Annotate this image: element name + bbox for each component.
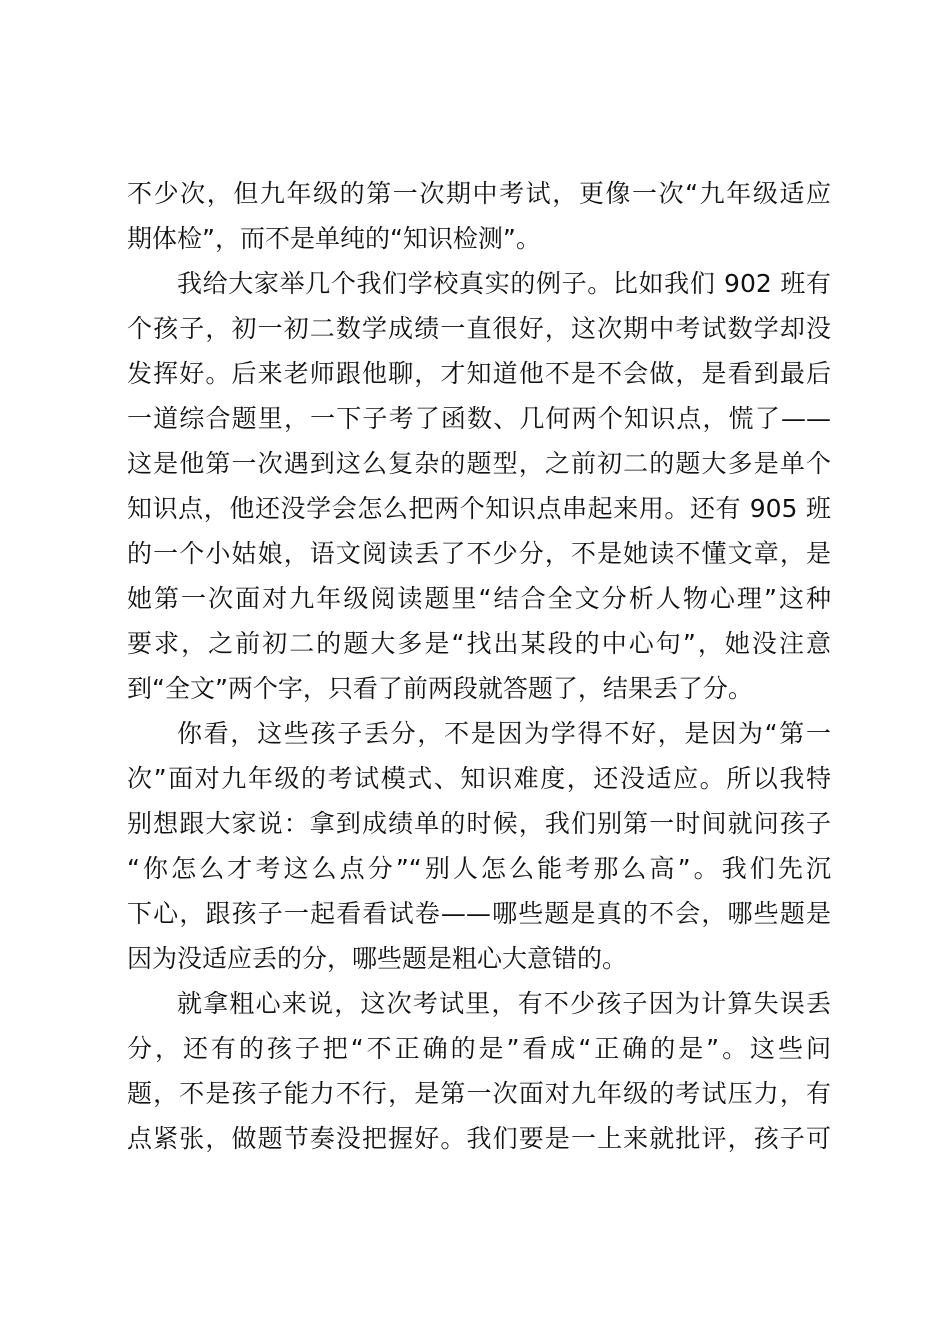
text-line: 知识点，他还没学会怎么把两个知识点串起来用。还有 905 班 [127, 494, 831, 523]
text-line: 个孩子，初一初二数学成绩一直很好，这次期中考试数学却没 [127, 314, 831, 343]
text-line: 一道综合题里，一下子考了函数、几何两个知识点，慌了—— [127, 404, 831, 433]
text-line: 不少次，但九年级的第一次期中考试，更像一次“九年级适应 [127, 179, 831, 208]
text-line: 因为没适应丢的分，哪些题是粗心大意错的。 [127, 944, 628, 973]
text-line: 要求，之前初二的题大多是“找出某段的中心句”，她没注意 [127, 629, 831, 658]
text-line: 她第一次面对九年级阅读题里“结合全文分析人物心理”这种 [127, 584, 831, 613]
text-line: 你看，这些孩子丢分，不是因为学得不好，是因为“第一 [177, 719, 831, 748]
text-line: 的一个小姑娘，语文阅读丢了不少分，不是她读不懂文章，是 [127, 539, 831, 568]
text-line: 我给大家举几个我们学校真实的例子。比如我们 902 班有 [177, 269, 831, 298]
text-line: 就拿粗心来说，这次考试里，有不少孩子因为计算失误丢 [177, 989, 831, 1018]
text-line: 发挥好。后来老师跟他聊，才知道他不是不会做，是看到最后 [127, 359, 831, 388]
text-line: 到“全文”两个字，只看了前两段就答题了，结果丢了分。 [127, 674, 753, 703]
text-line: “你怎么才考这么点分”“别人怎么能考那么高”。我们先沉 [127, 854, 831, 883]
text-line: 下心，跟孩子一起看看试卷——哪些题是真的不会，哪些题是 [127, 899, 831, 928]
text-line: 点紧张，做题节奏没把握好。我们要是一上来就批评，孩子可 [127, 1124, 831, 1153]
text-line: 次”面对九年级的考试模式、知识难度，还没适应。所以我特 [127, 764, 831, 793]
text-line: 别想跟大家说：拿到成绩单的时候，我们别第一时间就问孩子 [127, 809, 831, 838]
text-line: 这是他第一次遇到这么复杂的题型，之前初二的题大多是单个 [127, 449, 831, 478]
text-line: 题，不是孩子能力不行，是第一次面对九年级的考试压力，有 [127, 1079, 831, 1108]
text-line: 分，还有的孩子把“不正确的是”看成“正确的是”。这些问 [127, 1034, 831, 1063]
text-line: 期体检”，而不是单纯的“知识检测”。 [127, 224, 541, 253]
